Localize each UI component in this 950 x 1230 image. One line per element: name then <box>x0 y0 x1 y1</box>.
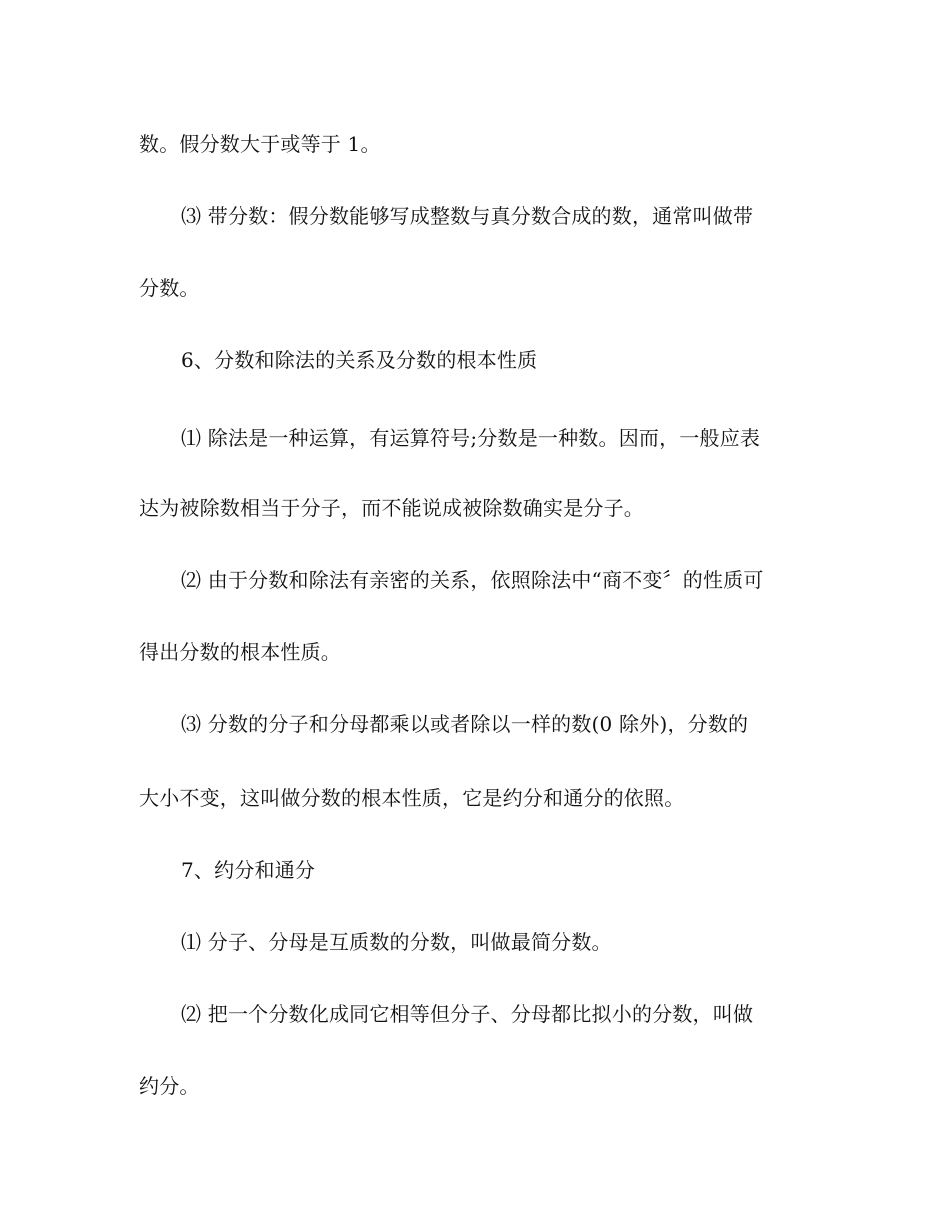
paragraph-simplest-fraction: ⑴ 分子、分母是互质数的分数，叫做最简分数。 <box>181 930 612 954</box>
text-line-continuation: 达为被除数相当于分子，而不能说成被除数确实是分子。 <box>139 496 644 520</box>
section-heading-6: 6、分数和除法的关系及分数的根本性质 <box>181 348 538 372</box>
paragraph-basic-property: ⑶ 分数的分子和分母都乘以或者除以一样的数(0 除外)，分数的 <box>181 712 749 736</box>
paragraph-division-operation: ⑴ 除法是一种运算，有运算符号;分数是一种数。因而，一般应表 <box>181 426 761 450</box>
text-line-continuation: 大小不变，这叫做分数的根本性质，它是约分和通分的依照。 <box>139 786 685 810</box>
paragraph-mixed-number: ⑶ 带分数：假分数能够写成整数与真分数合成的数，通常叫做带 <box>181 204 754 228</box>
paragraph-quotient-property: ⑵ 由于分数和除法有亲密的关系，依照除法中“商不变〞的性质可 <box>181 568 764 592</box>
text-line-continuation: 数。假分数大于或等于 1。 <box>139 132 381 156</box>
section-heading-7: 7、约分和通分 <box>181 858 316 882</box>
text-line-continuation: 约分。 <box>139 1074 200 1098</box>
paragraph-reduction: ⑵ 把一个分数化成同它相等但分子、分母都比拟小的分数，叫做 <box>181 1002 754 1026</box>
text-line-continuation: 得出分数的根本性质。 <box>139 640 341 664</box>
text-line-continuation: 分数。 <box>139 276 200 300</box>
